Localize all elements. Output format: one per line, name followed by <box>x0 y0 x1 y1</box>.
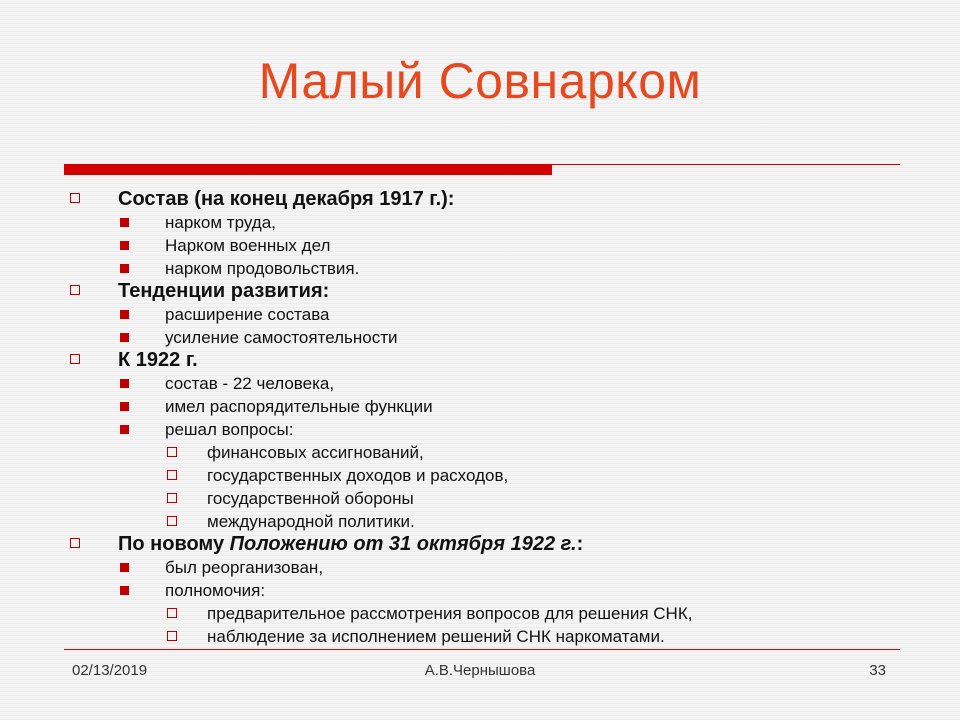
hollow-square-bullet-icon <box>70 285 80 295</box>
title-divider-thick <box>64 164 552 175</box>
list-item: состав - 22 человека, <box>68 372 908 395</box>
title-divider-thin <box>552 164 900 165</box>
filled-square-bullet-icon <box>120 379 129 388</box>
filled-square-bullet-icon <box>120 563 129 572</box>
filled-square-bullet-icon <box>120 218 129 227</box>
hollow-square-bullet-icon <box>167 631 177 641</box>
filled-square-bullet-icon <box>120 241 129 250</box>
footer-divider <box>64 649 900 650</box>
slide-title: Малый Совнарком <box>258 53 702 109</box>
section-heading: Тенденции развития: <box>68 280 908 303</box>
list-item: полномочия: <box>68 579 908 602</box>
hollow-square-bullet-icon <box>70 538 80 548</box>
section-heading <box>68 533 908 556</box>
hollow-square-bullet-icon <box>167 608 177 618</box>
filled-square-bullet-icon <box>120 310 129 319</box>
heading-part-italic: Положению от 31 октября 1922 г. <box>229 533 577 555</box>
list-item: Нарком военных дел <box>68 234 908 257</box>
heading-part: : <box>576 533 584 555</box>
section-heading: Состав (на конец декабря 1917 г.): <box>68 188 908 211</box>
filled-square-bullet-icon <box>120 586 129 595</box>
filled-square-bullet-icon <box>120 402 129 411</box>
list-item: нарком труда, <box>68 211 908 234</box>
filled-square-bullet-icon <box>120 333 129 342</box>
footer-date: 02/13/2019 <box>72 662 148 679</box>
hollow-square-bullet-icon <box>167 470 177 480</box>
sub-list-item: финансовых ассигнований, <box>68 441 908 464</box>
hollow-square-bullet-icon <box>70 354 80 364</box>
list-item: имел распорядительные функции <box>68 395 908 418</box>
sub-list-item: международной политики. <box>68 510 908 533</box>
sub-list-item: государственной обороны <box>68 487 908 510</box>
list-item: нарком продовольствия. <box>68 257 908 280</box>
list-item: усиление самостоятельности <box>68 326 908 349</box>
sub-list-item: государственных доходов и расходов, <box>68 464 908 487</box>
hollow-square-bullet-icon <box>167 516 177 526</box>
hollow-square-bullet-icon <box>167 493 177 503</box>
filled-square-bullet-icon <box>120 264 129 273</box>
hollow-square-bullet-icon <box>167 447 177 457</box>
filled-square-bullet-icon <box>120 425 129 434</box>
hollow-square-bullet-icon <box>70 193 80 203</box>
list-item: расширение состава <box>68 303 908 326</box>
slide-content <box>68 188 908 648</box>
list-item: решал вопросы: <box>68 418 908 441</box>
list-item: был реорганизован, <box>68 556 908 579</box>
sub-list-item: предварительное рассмотрения вопросов для решения СНК, <box>68 602 908 625</box>
slide-number: 33 <box>869 662 886 679</box>
footer-author: А.В.Чернышова <box>424 662 536 679</box>
heading-part: По новому <box>118 533 230 555</box>
sub-list-item: наблюдение за исполнением решений СНК наркоматами. <box>68 625 908 648</box>
section-heading: К 1922 г. <box>68 349 908 372</box>
